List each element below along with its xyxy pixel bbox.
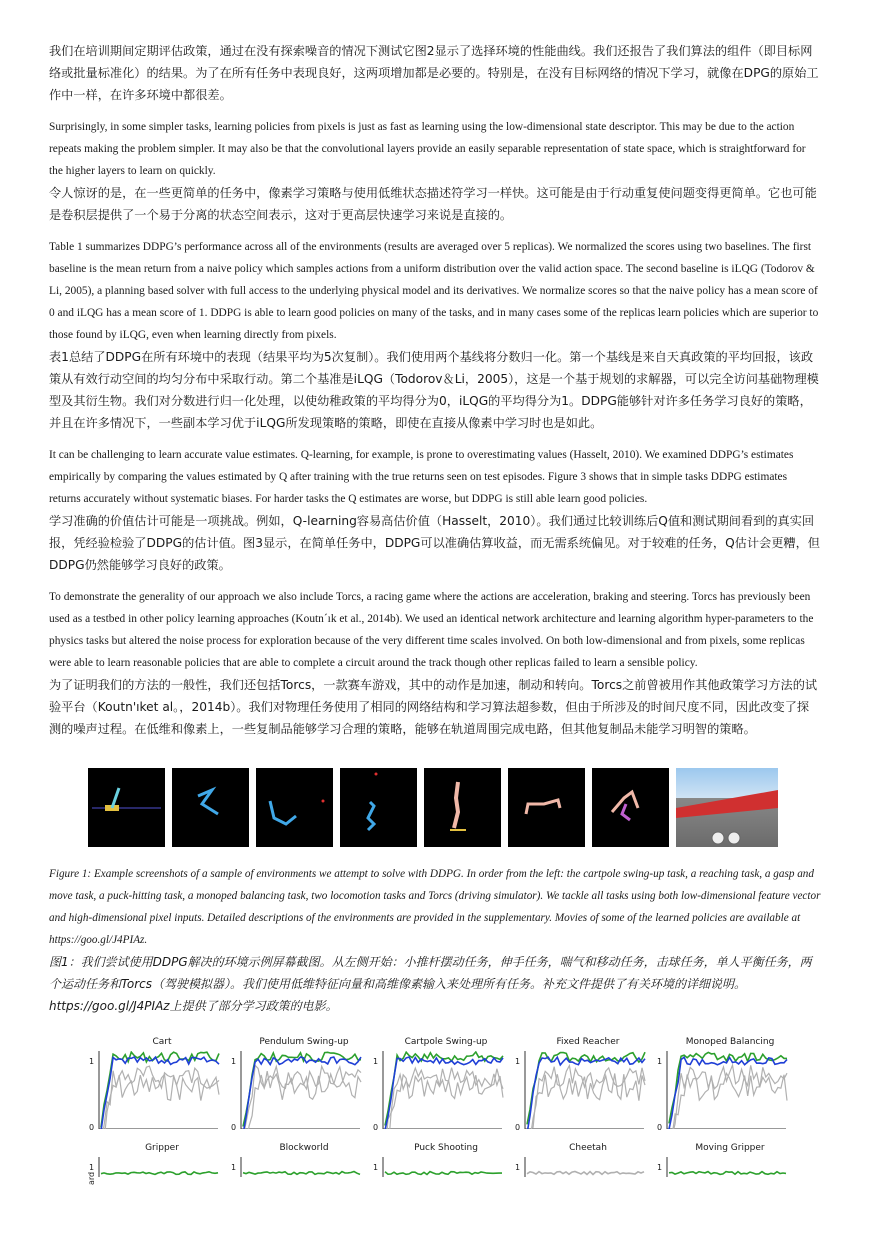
- chart-title: Puck Shooting: [414, 1143, 478, 1153]
- reacher-thumbnail: [172, 768, 249, 847]
- chart-plot-area: [661, 1051, 791, 1129]
- locomotion-1-thumbnail: [508, 768, 585, 847]
- chart-plot-area: [235, 1157, 365, 1177]
- figure1-caption-en: Figure 1: Example screenshots of a sample of environments we attempt to solve with DDPG. In order from the left: the cartpole swing-up task, a reaching task, a gasp and move task, a puck-hitting task, a monoped balancing task, two locomotion tasks and Torcs (driving simulator). We tackle all tasks using both low-dimensional feature vector and high-dimensional pixel inputs. Detailed descriptions of the environments are provided in the supplementary. Movies of some of the learned policies are available at https://goo.gl/J4PIAz.: [49, 868, 821, 946]
- y-tick-label: 1: [89, 1057, 95, 1066]
- chart-pendulum-swing-up: [231, 1037, 373, 1147]
- chart-fixed-reacher: [515, 1037, 657, 1147]
- curve-blue: [669, 1057, 787, 1129]
- chart-title: Gripper: [145, 1143, 179, 1153]
- chart-title: Blockworld: [279, 1143, 329, 1153]
- chart-plot-area: [519, 1157, 649, 1177]
- curve-partial: [243, 1172, 360, 1175]
- gasp-move-thumbnail: [256, 768, 333, 847]
- figure1-thumbnails: [88, 768, 821, 847]
- torcs-thumbnail: [676, 768, 778, 847]
- chart-title: Cheetah: [569, 1143, 607, 1153]
- chart-title: Pendulum Swing-up: [259, 1037, 349, 1047]
- y-tick-label: 0: [657, 1123, 663, 1132]
- y-tick-label: 0: [231, 1123, 237, 1132]
- chart-blockworld: [231, 1143, 373, 1253]
- chart-title: Monoped Balancing: [685, 1037, 775, 1047]
- locomotion-2-thumbnail: [592, 768, 669, 847]
- chart-title: Cartpole Swing-up: [404, 1037, 488, 1047]
- curve-partial: [385, 1172, 502, 1175]
- y-axis-label-fragment: ard: [87, 1171, 96, 1185]
- puck-hitting-thumbnail: [340, 768, 417, 847]
- y-tick-label: 1: [373, 1163, 379, 1172]
- paragraph-en-3: Table 1 summarizes DDPG’s performance across all of the environments (results are averaged over 5 replicas). We normalized the scores using two baselines. The first baseline is the mean return from a naive policy which samples actions from a uniform distribution over the valid action space. The second baseline is iLQG (Todorov & Li, 2005), a planning based solver with full access to the underlying physical model and its derivatives. We normalize scores so that the naive policy has a mean score of 0 and iLQG has a mean score of 1. DDPG is able to learn good policies on many of the tasks, and in many cases some of the replicas learn policies which are superior to those found by iLQG, even when learning directly from pixels.: [49, 241, 819, 341]
- curve-blue: [527, 1057, 645, 1129]
- chart-monoped-balancing: [657, 1037, 799, 1147]
- curve-gray: [385, 1074, 503, 1129]
- curve-blue: [243, 1057, 361, 1129]
- curve-blue: [101, 1057, 219, 1129]
- chart-cart: [89, 1037, 231, 1147]
- chart-cheetah: [515, 1143, 657, 1253]
- chart-plot-area: [93, 1157, 223, 1177]
- chart-title: Fixed Reacher: [556, 1037, 620, 1047]
- paragraph-en-2: Surprisingly, in some simpler tasks, learning policies from pixels is just as fast as learning using the low-dimensional state descriptor. This may be due to the action repeats making the problem simpler. It may also be that the convolutional layers provide an easily separable representation of state space, which is straightforward for the higher layers to learn on quickly.: [49, 121, 806, 177]
- figure1-caption-zh: 图1：我们尝试使用DDPG解决的环境示例屏幕截图。从左侧开始：小推杆摆动任务，伸手任务，喘气和移动任务，击球任务，单人平衡任务，两个运动任务和Torcs（驾驶模拟器）。我们使用低维特征向量和高维像素输入来处理所有任务。补充文件提供了有关环境的详细说明。https://goo.gl/J4PIAz上提供了部分学习政策的电影。: [49, 955, 812, 1013]
- paragraph-en-5: To demonstrate the generality of our approach we also include Torcs, a racing game where the actions are acceleration, braking and steering. Torcs has previously been used as a testbed in other policy learning approaches (Koutn´ık et al., 2014b). We used an identical network architecture and learning algorithm hyper-parameters to the physics tasks but altered the noise process for exploration because of the very different time scales involved. On both low-dimensional and from pixels, some replicas were able to learn reasonable policies that are able to complete a circuit around the track though other replicas failed to learn a sensible policy.: [49, 591, 814, 669]
- chart-puck-shooting: [373, 1143, 515, 1253]
- y-tick-label: 1: [373, 1057, 379, 1066]
- chart-plot-area: [661, 1157, 791, 1177]
- y-tick-label: 0: [373, 1123, 379, 1132]
- curve-gray: [669, 1073, 787, 1129]
- curve-gray: [243, 1065, 361, 1129]
- y-tick-label: 1: [515, 1163, 521, 1172]
- chart-plot-area: [519, 1051, 649, 1129]
- paragraph-zh-1: 我们在培训期间定期评估政策，通过在没有探索噪音的情况下测试它图2显示了选择环境的性能曲线。我们还报告了我们算法的组件（即目标网络或批量标准化）的结果。为了在所有任务中表现良好，这两项增加都是必要的。特别是，在没有目标网络的情况下学习，就像在DPG的原始工作中一样，在许多环境中都很差。: [49, 44, 819, 102]
- y-tick-label: 1: [657, 1057, 663, 1066]
- y-tick-label: 0: [515, 1123, 521, 1132]
- monoped-thumbnail: [424, 768, 501, 847]
- paragraph-zh-5: 为了证明我们的方法的一般性，我们还包括Torcs，一款赛车游戏，其中的动作是加速，制动和转向。Torcs之前曾被用作其他政策学习方法的试验平台（Koutn'ıket al。，2014b）。我们对物理任务使用了相同的网络结构和学习算法超参数，但由于所涉及的时间尺度不同，因此改变了探测的噪声过程。在低维和像素上，一些复制品能够学习合理的策略，能够在轨道周围完成电路，但其他复制品未能学习明智的策略。: [49, 678, 818, 736]
- y-tick-label: 1: [515, 1057, 521, 1066]
- figure2-learning-curves: [49, 1037, 821, 1217]
- paper-page: [49, 40, 821, 1217]
- curve-green: [101, 1052, 219, 1127]
- chart-title: Cart: [152, 1037, 172, 1047]
- curve-blue: [385, 1057, 503, 1129]
- chart-cartpole-swing-up: [373, 1037, 515, 1147]
- curve-partial: [669, 1172, 786, 1175]
- y-tick-label: 1: [231, 1163, 237, 1172]
- y-tick-label: 1: [89, 1163, 95, 1172]
- chart-plot-area: [377, 1051, 507, 1129]
- curve-gray: [101, 1074, 219, 1129]
- chart-plot-area: [235, 1051, 365, 1129]
- cartpole-thumbnail: [88, 768, 165, 847]
- chart-title: Moving Gripper: [695, 1143, 765, 1153]
- paragraph-zh-3: 表1总结了DDPG在所有环境中的表现（结果平均为5次复制）。我们使用两个基线将分数归一化。第一个基线是来自天真政策的平均回报，该政策从有效行动空间的均匀分布中采取行动。第二个基准是iLQG（Todorov＆Li，2005），这是一个基于规划的求解器，可以完全访问基础物理模型及其衍生物。我们对分数进行归一化处理，以使幼稚政策的平均得分为0，iLQG的平均得分为1。DDPG能够针对许多任务学习良好的策略，并且在许多情况下，一些副本学习优于iLQG所发现策略的策略，即使在直接从像素中学习时也是如此。: [49, 350, 819, 430]
- y-tick-label: 1: [657, 1163, 663, 1172]
- chart-plot-area: [377, 1157, 507, 1177]
- y-tick-label: 0: [89, 1123, 95, 1132]
- curve-partial: [101, 1172, 218, 1175]
- paragraph-zh-2: 令人惊讶的是，在一些更简单的任务中，像素学习策略与使用低维状态描述符学习一样快。这可能是由于行动重复使问题变得更简单。它也可能是卷积层提供了一个易于分离的状态空间表示，这对于更高层快速学习来说是直接的。: [49, 186, 817, 222]
- paragraph-en-4: It can be challenging to learn accurate value estimates. Q-learning, for example, is prone to overestimating values (Hasselt, 2010). We examined DDPG’s estimates empirically by comparing the values estimated by Q after training with the true returns seen on test episodes. Figure 3 shows that in simple tasks DDPG estimates returns accurately without systematic biases. For harder tasks the Q estimates are worse, but DDPG is still able learn good policies.: [49, 449, 794, 505]
- chart-moving-gripper: [657, 1143, 799, 1253]
- curve-partial: [527, 1172, 644, 1175]
- y-tick-label: 1: [231, 1057, 237, 1066]
- paragraph-zh-4: 学习准确的价值估计可能是一项挑战。例如，Q-learning容易高估价值（Hasselt，2010）。我们通过比较训练后Q值和测试期间看到的真实回报，凭经验检验了DDPG的估计值。图3显示，在简单任务中，DDPG可以准确估算收益，而无需系统偏见。对于较难的任务，Q估计会更糟，但DDPG仍然能够学习良好的政策。: [49, 514, 820, 572]
- chart-plot-area: [93, 1051, 223, 1129]
